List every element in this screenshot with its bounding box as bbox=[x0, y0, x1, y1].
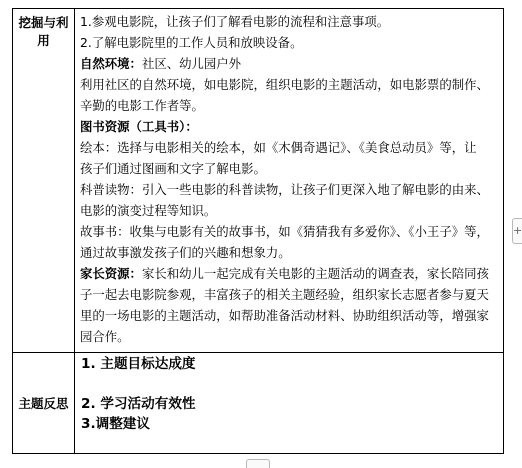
story-books-line-2: 通过故事激发孩子们的兴趣和想象力。 bbox=[80, 245, 291, 260]
lesson-plan-table bbox=[12, 8, 504, 454]
natural-environment-value: 社区、幼儿园户外 bbox=[141, 56, 242, 71]
parent-resources-line-2: 子一起去电影院参观，丰富孩子的相关主题经验，组织家长志愿者参与夏天 bbox=[80, 287, 489, 302]
natural-environment-desc-1: 利用社区的自然环境，如电影院，组织电影的主题活动，如电影票的制作、 bbox=[80, 77, 489, 92]
resources-label: 挖掘与利用 bbox=[13, 9, 75, 353]
natural-environment-line bbox=[80, 53, 499, 74]
picture-books-line-2: 孩子们通过图画和文字了解电影。 bbox=[80, 161, 266, 176]
science-books-line-2: 电影的演变过程等知识。 bbox=[80, 203, 217, 218]
bottom-resize-handle[interactable] bbox=[246, 459, 270, 468]
parent-resources-line-3: 里的一场电影的主题活动，如帮助准备活动材料、协助组织活动等，增强家 bbox=[80, 308, 489, 323]
expand-panel-icon[interactable]: + bbox=[512, 218, 522, 244]
reflection-item-effectiveness: 2. 学习活动有效性 bbox=[81, 396, 196, 412]
picture-books-line-1: 绘本：选择与电影相关的绘本，如《木偶奇遇记》、《美食总动员》等，让 bbox=[80, 140, 477, 155]
reflection-content bbox=[75, 353, 504, 454]
parent-resources-line-1 bbox=[80, 263, 499, 284]
reflection-row bbox=[13, 353, 504, 454]
reflection-blank-line bbox=[81, 374, 499, 394]
reflection-label: 主题反思 bbox=[13, 353, 75, 454]
parent-resources-value: 家长和幼儿一起完成有关电影的主题活动的调查表，家长陪同孩 bbox=[141, 266, 489, 281]
parent-resources-heading: 家长资源： bbox=[80, 266, 142, 281]
reflection-item-adjustment: 3.调整建议 bbox=[81, 416, 150, 432]
goal-line-2: 2.了解电影院里的工作人员和放映设备。 bbox=[80, 35, 303, 50]
reflection-item-goal: 1. 主题目标达成度 bbox=[81, 356, 196, 372]
parent-resources-line-4: 园合作。 bbox=[80, 329, 130, 344]
resources-row bbox=[13, 9, 504, 353]
resources-content bbox=[75, 9, 504, 353]
natural-environment-heading: 自然环境： bbox=[80, 56, 142, 71]
goal-line-1: 1.参观电影院，让孩子们了解看电影的流程和注意事项。 bbox=[80, 14, 390, 29]
book-resources-heading: 图书资源（工具书）： bbox=[80, 119, 198, 134]
science-books-line-1: 科普读物：引入一些电影的科普读物，让孩子们更深入地了解电影的由来、 bbox=[80, 182, 489, 197]
story-books-line-1: 故事书：收集与电影有关的故事书，如《猜猜我有多爱你》、《小王子》等， bbox=[80, 224, 489, 239]
natural-environment-desc-2: 辛勤的电影工作者等。 bbox=[80, 98, 204, 113]
